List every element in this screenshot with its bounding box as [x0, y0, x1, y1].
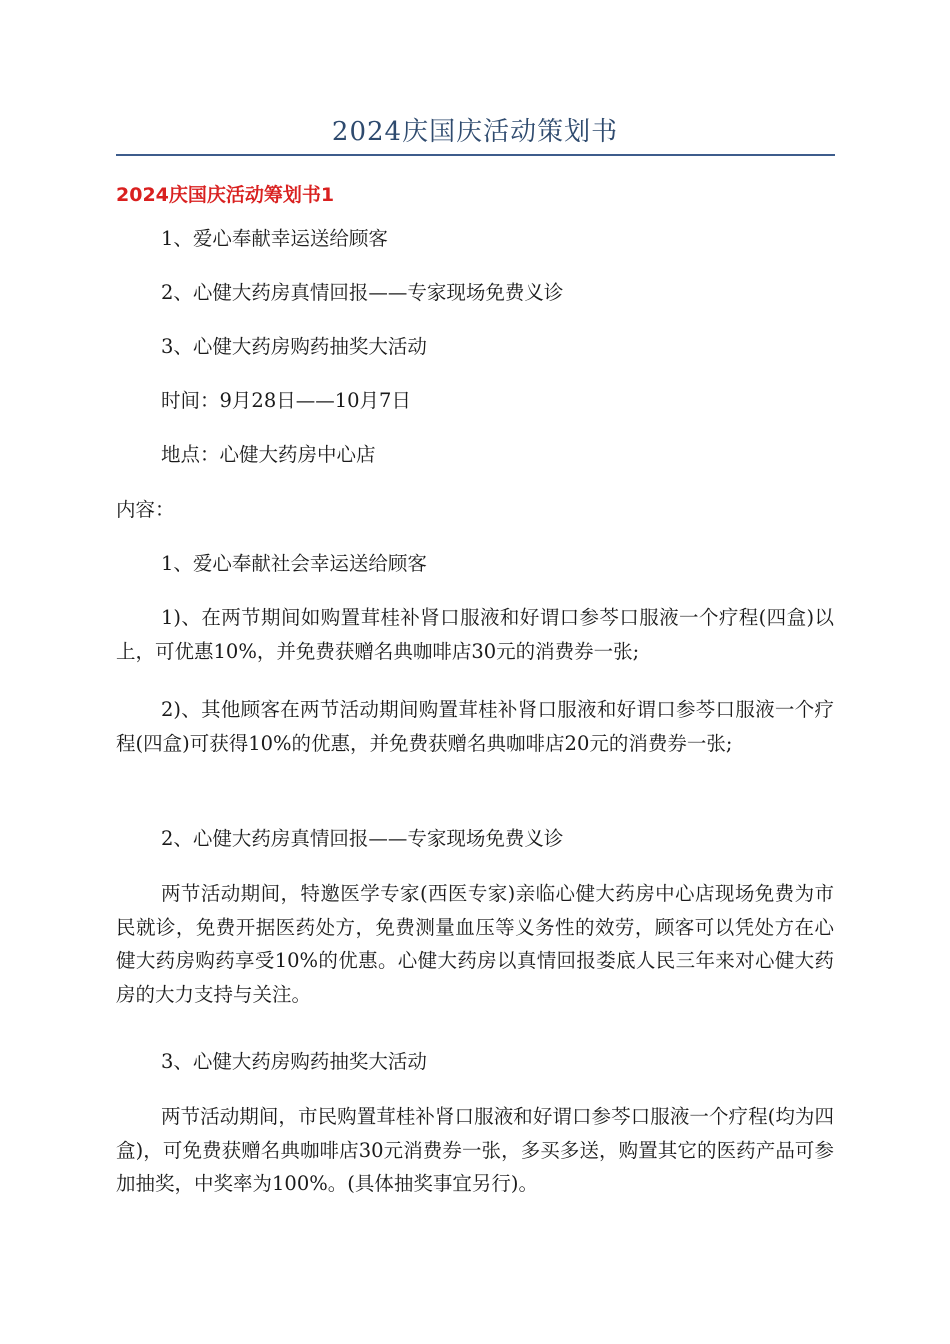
item-1: 1、爱心奉献幸运送给顾客	[161, 227, 388, 250]
place-line: 地点：心健大药房中心店	[161, 443, 376, 466]
item-3: 3、心健大药房购药抽奖大活动	[161, 335, 427, 358]
paragraph-3: 两节活动期间，特邀医学专家(西医专家)亲临心健大药房中心店现场免费为市民就诊，免费开据医药处方，免费测量血压等义务性的效劳，顾客可以凭处方在心健大药房购药享受10%的优惠。心健大药房以真情回报娄底人民三年来对心健大药房的大力支持与关注。	[116, 882, 834, 1006]
section-heading: 2024庆国庆活动筹划书1	[116, 184, 335, 206]
content-item-2: 2、心健大药房真情回报——专家现场免费义诊	[161, 827, 564, 850]
paragraph-1: 1)、在两节期间如购置茸桂补肾口服液和好谓口参芩口服液一个疗程(四盒)以上，可优惠10%，并免费获赠名典咖啡店30元的消费券一张;	[116, 606, 834, 663]
paragraph-2: 2)、其他顾客在两节活动期间购置茸桂补肾口服液和好谓口参芩口服液一个疗程(四盒)可获得10%的优惠，并免费获赠名典咖啡店20元的消费券一张;	[116, 698, 834, 755]
time-line: 时间：9月28日——10月7日	[161, 389, 411, 412]
item-2: 2、心健大药房真情回报——专家现场免费义诊	[161, 281, 564, 304]
content-item-3: 3、心健大药房购药抽奖大活动	[161, 1050, 427, 1073]
content-label: 内容：	[116, 498, 175, 521]
paragraph-4: 两节活动期间，市民购置茸桂补肾口服液和好谓口参芩口服液一个疗程(均为四盒)，可免费获赠名典咖啡店30元消费券一张，多买多送，购置其它的医药产品可参加抽奖，中奖率为100%。(具体抽奖事宜另行)。	[116, 1105, 834, 1195]
document-title: 2024庆国庆活动策划书	[331, 117, 619, 147]
content-item-1: 1、爱心奉献社会幸运送给顾客	[161, 552, 427, 575]
title-underline	[116, 154, 835, 156]
